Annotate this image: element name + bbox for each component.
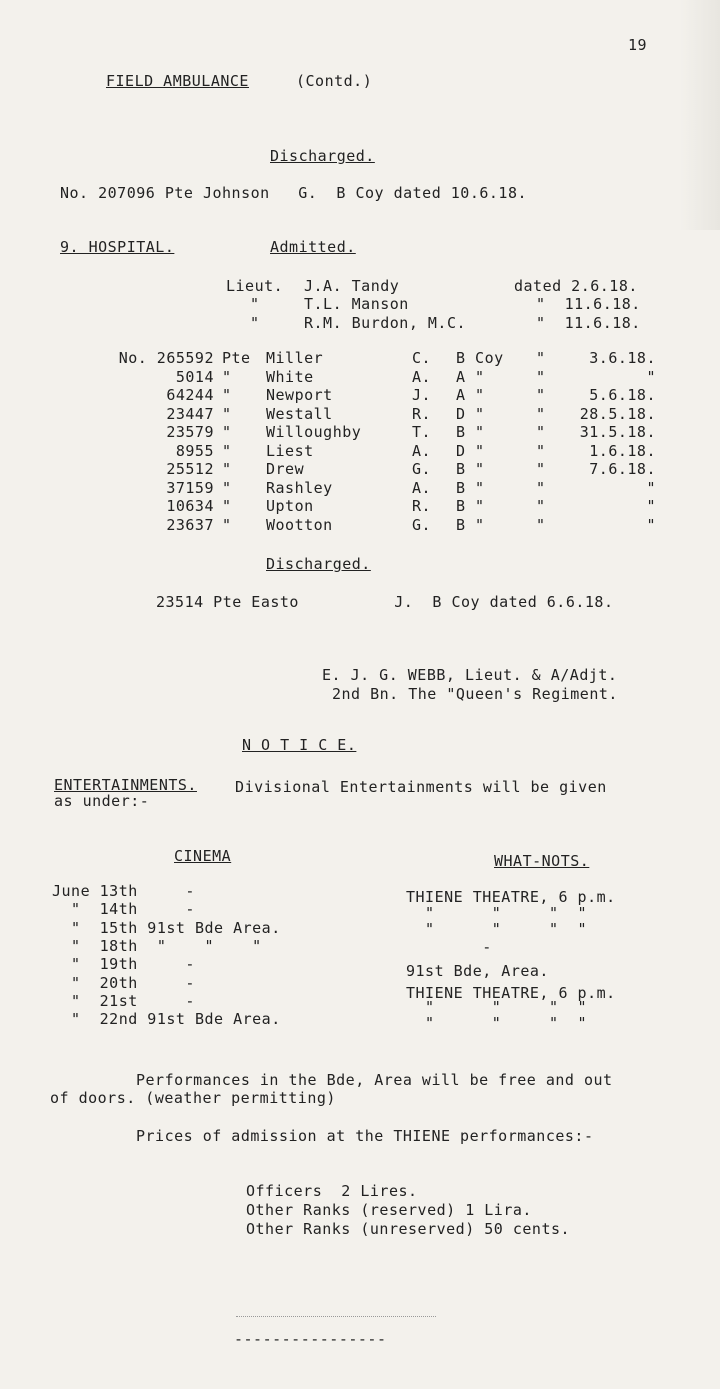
officer-dated: " 11.6.18. — [536, 314, 641, 332]
hospital-heading: 9. HOSPITAL. — [60, 238, 175, 256]
row-number: 23579 — [166, 423, 214, 441]
row-number: 10634 — [166, 497, 214, 515]
row-name: Miller — [266, 349, 324, 367]
page-fold-shadow — [680, 0, 720, 230]
row-company: D " — [456, 404, 485, 423]
schedule-cinema-row: " 14th - — [52, 900, 195, 919]
row-initial: A. — [412, 441, 432, 460]
row-rank: " — [222, 515, 232, 534]
price-item: Other Ranks (reserved) 1 Lira. — [246, 1201, 532, 1219]
row-ditto: " — [536, 404, 546, 423]
row-name: White — [266, 367, 314, 386]
row-company: B " — [456, 460, 485, 478]
signature-line-1: E. J. G. WEBB, Lieut. & A/Adjt. — [322, 666, 618, 684]
section-heading: FIELD AMBULANCE — [106, 72, 249, 90]
row-initial: G. — [412, 460, 432, 478]
schedule-cinema-row: " 22nd 91st Bde Area. — [52, 1010, 281, 1029]
officer-name: J.A. Tandy — [304, 277, 400, 295]
row-company: B " — [456, 423, 485, 441]
schedule-whatnots-row: " " " " — [406, 1014, 588, 1032]
row-rank: " — [222, 460, 232, 478]
page-number: 19 — [628, 36, 648, 54]
row-number: 25512 — [166, 460, 214, 478]
row-ditto: " — [536, 423, 546, 441]
row-company: B " — [456, 478, 485, 497]
row-name: Newport — [266, 386, 333, 404]
schedule-cinema-row: " 18th " " " — [52, 936, 262, 955]
row-rank: " — [222, 478, 232, 497]
schedule-whatnots-row: " " " " — [406, 998, 588, 1016]
prices-line: Prices of admission at the THIENE performances:- — [136, 1127, 594, 1145]
row-rank: Pte — [222, 349, 251, 367]
officer-rank: " — [250, 295, 260, 313]
row-company: B " — [456, 497, 485, 515]
row-date: 28.5.18. — [579, 404, 656, 423]
whatnots-heading: WHAT-NOTS. — [494, 852, 590, 870]
row-rank: " — [222, 423, 232, 441]
row-rank: " — [222, 404, 232, 423]
schedule-whatnots-row: " " " " — [406, 920, 588, 938]
schedule-cinema-row: " 15th 91st Bde Area. — [52, 918, 281, 937]
row-name: Rashley — [266, 478, 333, 497]
fa-discharged-line: No. 207096 Pte Johnson G. B Coy dated 10.6.18. — [60, 184, 528, 202]
schedule-whatnots-row: - — [406, 938, 492, 956]
cinema-heading: CINEMA — [174, 847, 232, 865]
hosp-discharged-heading: Discharged. — [266, 555, 371, 573]
notice-heading: N O T I C E. — [242, 736, 357, 754]
schedule-whatnots-row: 91st Bde, Area. — [406, 962, 549, 980]
row-number: 8955 — [175, 441, 214, 460]
schedule-cinema-row: " 21st - — [52, 991, 195, 1010]
row-number: No. 265592 — [118, 349, 214, 367]
officer-rank: Lieut. — [226, 277, 284, 295]
row-date: 31.5.18. — [579, 423, 656, 441]
entertainments-text-2: as under:- — [54, 792, 150, 810]
row-rank: " — [222, 441, 232, 460]
row-name: Upton — [266, 497, 314, 515]
performances-line-1: Performances in the Bde, Area will be free and out — [136, 1071, 613, 1089]
row-company: A " — [456, 367, 485, 386]
row-initial: G. — [412, 515, 432, 534]
row-rank: " — [222, 386, 232, 404]
row-initial: R. — [412, 404, 432, 423]
row-name: Liest — [266, 441, 314, 460]
row-number: 37159 — [166, 478, 214, 497]
schedule-cinema-row: June 13th - — [52, 882, 195, 900]
row-number: 64244 — [166, 386, 214, 404]
entertainments-text-1: Divisional Entertainments will be given — [216, 778, 607, 796]
row-date: 3.6.18. — [589, 349, 656, 367]
row-ditto: " — [536, 478, 546, 497]
dotted-rule — [236, 1316, 436, 1317]
row-initial: C. — [412, 349, 432, 367]
row-name: Willoughby — [266, 423, 362, 441]
row-number: 23637 — [166, 515, 214, 534]
row-name: Westall — [266, 404, 333, 423]
schedule-whatnots-row: " " " " — [406, 904, 588, 922]
row-rank: " — [222, 497, 232, 515]
hosp-discharged-line: 23514 Pte Easto J. B Coy dated 6.6.18. — [156, 593, 614, 611]
officer-name: T.L. Manson — [304, 295, 409, 313]
officer-dated: " 11.6.18. — [536, 295, 641, 313]
row-ditto: " — [536, 349, 546, 367]
row-number: 5014 — [175, 367, 214, 386]
officer-dated: dated 2.6.18. — [514, 277, 638, 295]
row-initial: A. — [412, 478, 432, 497]
row-ditto: " — [536, 367, 546, 386]
entertainments-label: ENTERTAINMENTS. — [54, 776, 197, 794]
row-ditto: " — [536, 460, 546, 478]
row-initial: J. — [412, 386, 432, 404]
row-ditto: " — [536, 441, 546, 460]
row-date: " — [646, 478, 656, 497]
row-date: " — [646, 515, 656, 534]
row-name: Wootton — [266, 515, 333, 534]
row-company: B " — [456, 515, 485, 534]
schedule-whatnots-row: THIENE THEATRE, 6 p.m. — [406, 888, 616, 906]
performances-line-2: of doors. (weather permitting) — [50, 1089, 336, 1107]
admitted-heading: Admitted. — [270, 238, 356, 256]
schedule-cinema-row: " 20th - — [52, 973, 195, 992]
row-company: D " — [456, 441, 485, 460]
row-rank: " — [222, 367, 232, 386]
end-rule: ---------------- — [234, 1330, 387, 1348]
row-initial: T. — [412, 423, 432, 441]
row-date: " — [646, 367, 656, 386]
row-date: 1.6.18. — [589, 441, 656, 460]
row-initial: A. — [412, 367, 432, 386]
row-date: " — [646, 497, 656, 515]
officer-name: R.M. Burdon, M.C. — [304, 314, 467, 332]
schedule-whatnots-row: THIENE THEATRE, 6 p.m. — [406, 984, 616, 1002]
signature-line-2: 2nd Bn. The "Queen's Regiment. — [332, 685, 618, 703]
row-date: 7.6.18. — [589, 460, 656, 478]
row-name: Drew — [266, 460, 305, 478]
price-item: Officers 2 Lires. — [246, 1182, 418, 1200]
row-ditto: " — [536, 515, 546, 534]
price-item: Other Ranks (unreserved) 50 cents. — [246, 1220, 571, 1238]
section-heading-suffix: (Contd.) — [296, 72, 373, 90]
row-initial: R. — [412, 497, 432, 515]
row-date: 5.6.18. — [589, 386, 656, 404]
row-number: 23447 — [166, 404, 214, 423]
fa-discharged-heading: Discharged. — [270, 147, 375, 165]
row-ditto: " — [536, 386, 546, 404]
schedule-cinema-row: " 19th - — [52, 955, 195, 974]
officer-rank: " — [250, 314, 260, 332]
row-company: A " — [456, 386, 485, 404]
row-company: B Coy — [456, 349, 504, 367]
row-ditto: " — [536, 497, 546, 515]
